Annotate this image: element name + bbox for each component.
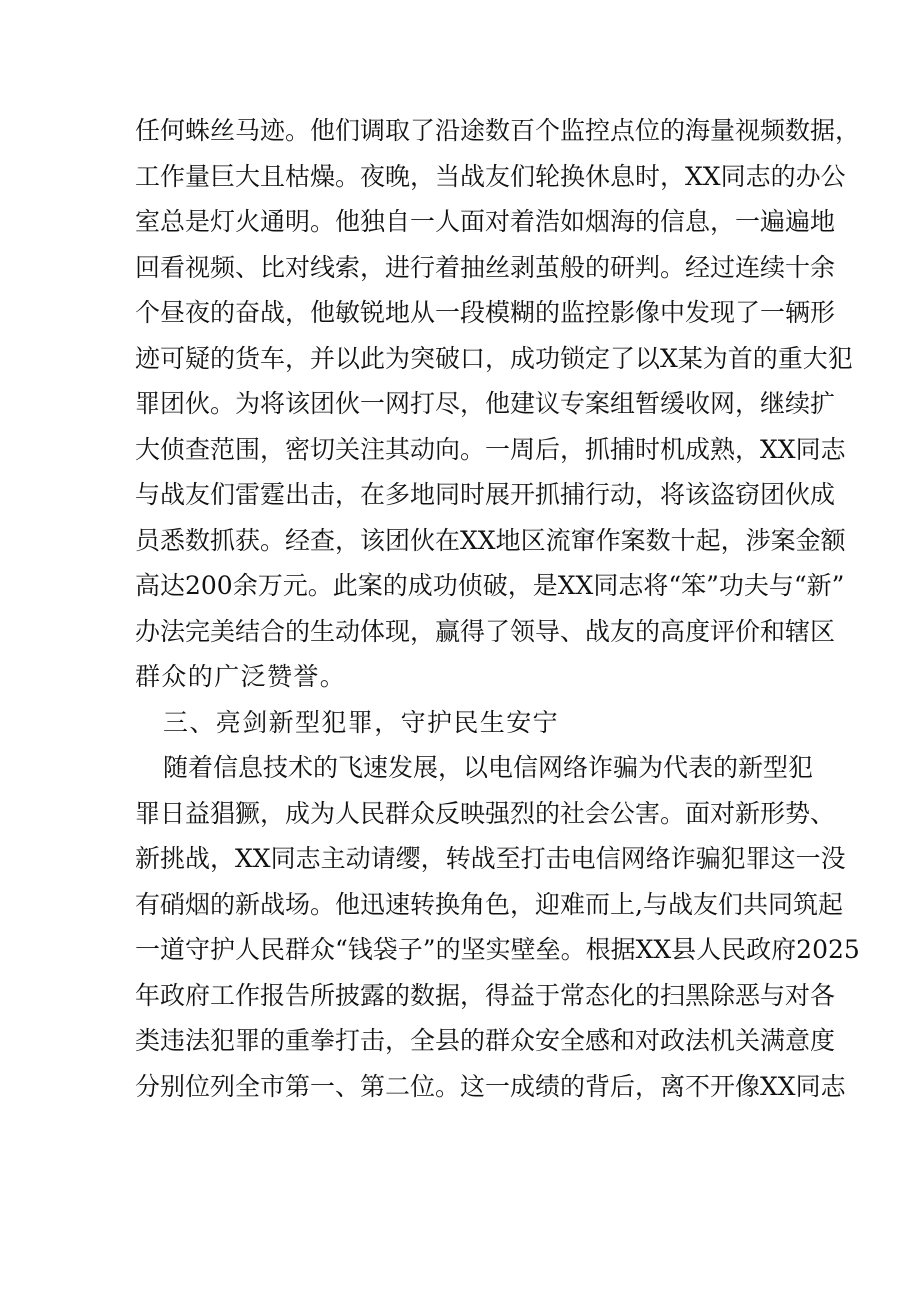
text-line: 办法完美结合的生动体现，赢得了领导、战友的高度评价和辖区 xyxy=(135,616,836,646)
text-line: 一道守护人民群众“钱袋子”的坚实壁垒。根据XX县人民政府2025 xyxy=(135,935,860,964)
text-line-first: 随着信息技术的飞速发展，以电信网络诈骗为代表的新型犯 xyxy=(163,753,814,782)
section-heading: 三、亮剑新型犯罪，守护民生安宁 xyxy=(163,707,560,737)
text-line-last: 群众的广泛赞誉。 xyxy=(135,662,347,691)
text-line: 室总是灯火通明。他独自一人面对着浩如烟海的信息，一遍遍地 xyxy=(135,207,836,236)
text-line: 罪日益猖獗，成为人民群众反映强烈的社会公害。面对新形势、 xyxy=(135,798,836,828)
document-body xyxy=(135,108,861,1109)
text-line: 与战友们雷霆出击，在多地同时展开抓捕行动，将该盗窃团伙成 xyxy=(135,480,836,509)
text-line: 类违法犯罪的重拳打击，全县的群众安全感和对政法机关满意度 xyxy=(135,1026,836,1055)
text-line: 大侦查范围，密切关注其动向。一周后，抓捕时机成熟，XX同志 xyxy=(135,434,846,464)
text-line: 年政府工作报告所披露的数据，得益于常态化的扫黑除恶与对各 xyxy=(135,980,836,1010)
text-line: 新挑战，XX同志主动请缨，转战至打击电信网络诈骗犯罪这一没 xyxy=(135,844,846,873)
text-line: 回看视频、比对线索，进行着抽丝剥茧般的研判。经过连续十余 xyxy=(135,252,836,282)
text-line: 工作量巨大且枯燥。夜晚，当战友们轮换休息时，XX同志的办公 xyxy=(135,161,846,191)
text-line: 高达200余万元。此案的成功侦破，是XX同志将“笨”功夫与“新” xyxy=(135,571,845,600)
text-line: 任何蛛丝马迹。他们调取了沿途数百个监控点位的海量视频数据， xyxy=(135,116,861,145)
text-line: 罪团伙。为将该团伙一网打尽，他建议专案组暂缓收网，继续扩 xyxy=(135,389,836,418)
paragraph-new-crime xyxy=(135,745,860,1109)
text-line: 分别位列全市第一、第二位。这一成绩的背后，离不开像XX同志 xyxy=(135,1071,846,1101)
text-line: 有硝烟的新战场。他迅速转换角色，迎难而上,与战友们共同筑起 xyxy=(135,889,843,919)
text-line: 个昼夜的奋战，他敏锐地从一段模糊的监控影像中发现了一辆形 xyxy=(135,298,836,327)
text-line: 员悉数抓获。经查，该团伙在XX地区流窜作案数十起，涉案金额 xyxy=(135,525,846,555)
paragraph-case-investigation xyxy=(135,108,861,700)
text-line: 迹可疑的货车，并以此为突破口，成功锁定了以X某为首的重大犯 xyxy=(135,343,853,373)
